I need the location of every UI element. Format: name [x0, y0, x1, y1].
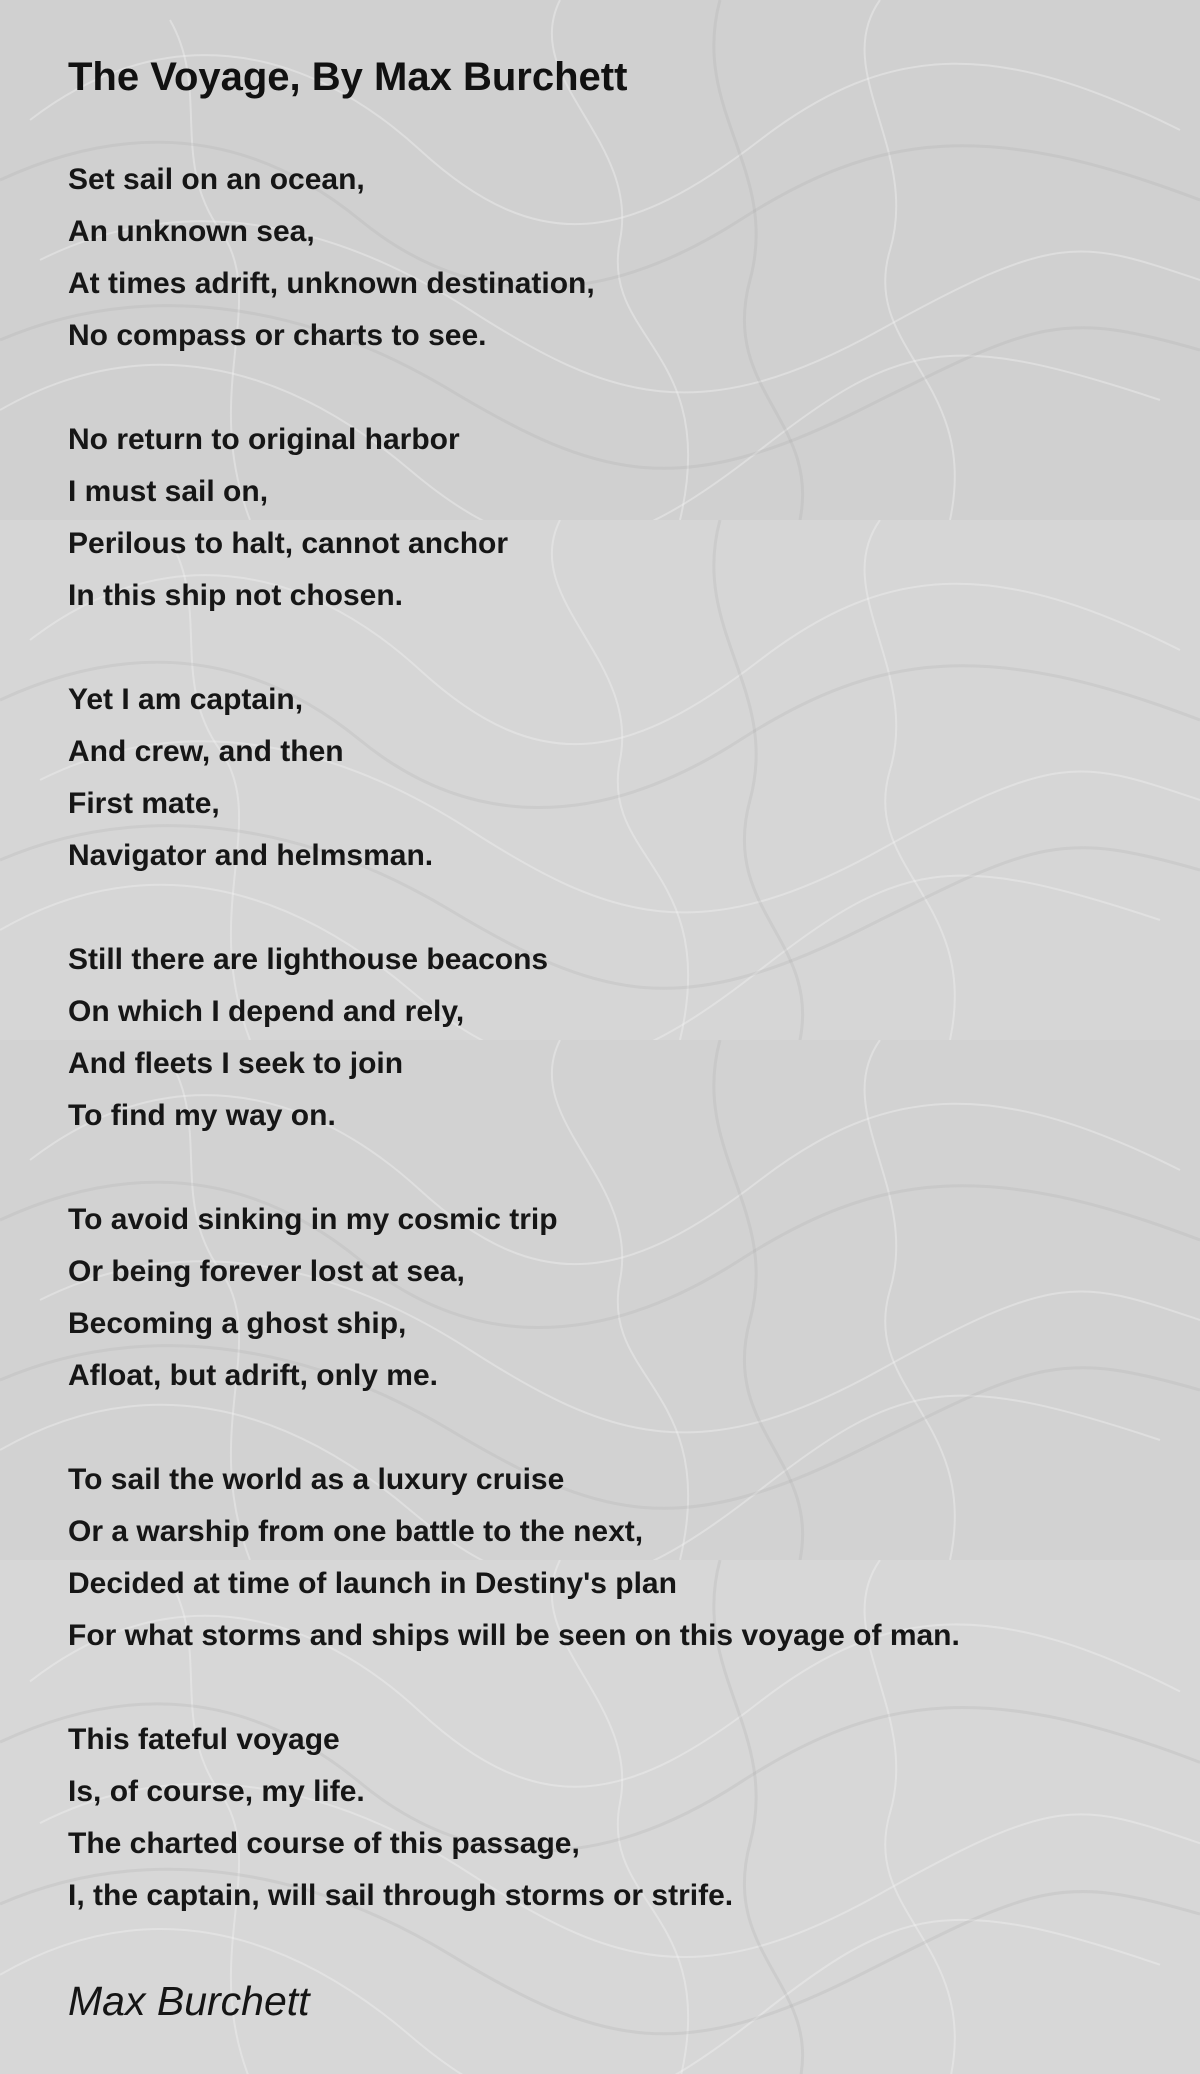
poem-line: On which I depend and rely, — [68, 995, 465, 1028]
poem-line: And fleets I seek to join — [68, 1047, 404, 1080]
stanza — [68, 934, 1132, 1142]
poem-line: For what storms and ships will be seen on this voyage of man. — [68, 1619, 960, 1652]
poem-line: No return to original harbor — [68, 423, 460, 456]
stanza — [68, 414, 1132, 622]
poem-line: Yet I am captain, — [68, 683, 304, 716]
poem-title: The Voyage, By Max Burchett — [68, 55, 628, 99]
poem-line: First mate, — [68, 787, 220, 820]
poem-line: No compass or charts to see. — [68, 319, 487, 352]
poem-line: In this ship not chosen. — [68, 579, 404, 612]
poem-line: At times adrift, unknown destination, — [68, 267, 595, 300]
poem-line: Afloat, but adrift, only me. — [68, 1359, 439, 1392]
poem-line: Navigator and helmsman. — [68, 839, 434, 872]
poem-line: To find my way on. — [68, 1099, 336, 1132]
poem-line: Decided at time of launch in Destiny's plan — [68, 1567, 677, 1600]
poem-line: Becoming a ghost ship, — [68, 1307, 407, 1340]
poem-line: The charted course of this passage, — [68, 1827, 580, 1860]
stanza — [68, 1454, 1132, 1662]
poem-author: Max Burchett — [68, 1978, 310, 2024]
poem-line: Still there are lighthouse beacons — [68, 943, 549, 976]
poem-line: And crew, and then — [68, 735, 344, 768]
poem-line: To avoid sinking in my cosmic trip — [68, 1203, 558, 1236]
stanza — [68, 1194, 1132, 1402]
poem-line: Or being forever lost at sea, — [68, 1255, 465, 1288]
poem-line: I must sail on, — [68, 475, 269, 508]
poem-line: To sail the world as a luxury cruise — [68, 1463, 565, 1496]
poem-line: Is, of course, my life. — [68, 1775, 365, 1808]
stanza — [68, 1714, 1132, 1922]
poem-line: I, the captain, will sail through storms or strife. — [68, 1879, 734, 1912]
poem-line: Perilous to halt, cannot anchor — [68, 527, 509, 560]
poem-content — [68, 50, 1132, 2028]
stanza — [68, 154, 1132, 362]
stanza — [68, 674, 1132, 882]
poem-stanzas — [68, 154, 1132, 1922]
poem-line: This fateful voyage — [68, 1723, 340, 1756]
poem-line: An unknown sea, — [68, 215, 315, 248]
poem-line: Or a warship from one battle to the next, — [68, 1515, 644, 1548]
poem-line: Set sail on an ocean, — [68, 163, 365, 196]
